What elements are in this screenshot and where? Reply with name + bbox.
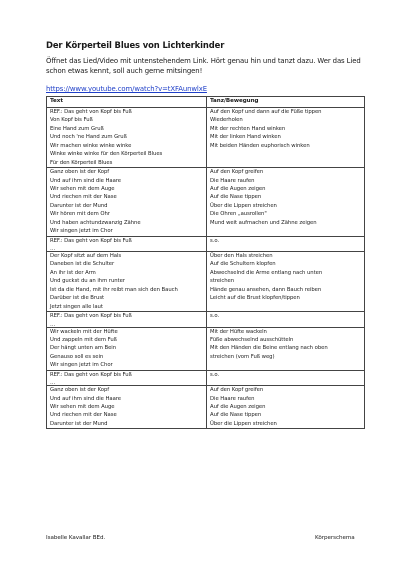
lyrics-cell [47, 370, 207, 385]
movement-line: Auf die Nase tippen [210, 194, 262, 201]
lyric-line: REF.: Das geht von Kopf bis Fuß [50, 237, 132, 244]
movement-cell [207, 236, 365, 251]
movement-line: Leicht auf die Brust klopfen/tippen [210, 295, 300, 302]
movement-line: Hände genau ansehen, dann Bauch reiben [210, 286, 322, 293]
movement-line: Die Ohren „ausrollen" [210, 211, 267, 218]
movement-line: Auf die Augen zeigen [210, 404, 266, 410]
lyric-line: … [50, 380, 56, 386]
movement-cell [207, 327, 365, 370]
video-link[interactable]: https://www.youtube.com/watch?v=tXFAunwlxE [46, 85, 207, 93]
lyric-line: Der hängt unten am Bein [50, 345, 117, 352]
movement-line: s.o. [210, 371, 220, 378]
movement-line: streichen [210, 278, 235, 285]
lyrics-cell [47, 252, 207, 312]
movement-line: Über die Lippen streichen [210, 420, 277, 427]
lyric-line: Und riechen mit der Nase [50, 194, 117, 201]
lyric-line: REF.: Das geht von Kopf bis Fuß [50, 109, 132, 115]
lyric-line: Ganz oben ist der Kopf [50, 169, 110, 176]
lyric-line: Wir singen jetzt im Chor [50, 228, 113, 235]
lyric-line: Und haben achtundzwanzig Zähne [50, 219, 141, 226]
movement-line: Mund weit aufmachen und Zähne zeigen [210, 219, 317, 226]
movement-line: streichen (vom Fuß weg) [210, 353, 275, 360]
lyric-line: Wir sehen mit dem Auge [50, 404, 115, 410]
table-row [47, 386, 365, 429]
lyric-line: Darüber ist die Brust [50, 295, 105, 302]
lyric-line: Und zappeln mit dem Fuß [50, 336, 117, 343]
lyric-line: Von Kopf bis Fuß [50, 117, 93, 124]
lyrics-cell [47, 312, 207, 327]
lyric-line: … [50, 246, 56, 252]
header-text: Text [47, 97, 207, 108]
lyric-line: Und auf ihm sind die Haare [50, 177, 122, 184]
lyric-line: Und auf ihm sind die Haare [50, 395, 122, 402]
movement-line: Über die Lippen streichen [210, 202, 277, 209]
movement-line: Auf den Kopf greifen [210, 169, 264, 176]
movement-cell [207, 386, 365, 429]
movement-line: Über den Hals streichen [210, 253, 273, 259]
movement-line: Die Haare raufen [210, 395, 255, 402]
movement-line: Mit der linken Hand winken [210, 134, 281, 141]
movement-cell [207, 108, 365, 168]
intro-paragraph: Öffnet das Lied/Video mit untenstehendem Link. Hört genau hin und tanzt dazu. Wer das Lied schon etwas kennt, soll auch gerne mitsingen! [46, 57, 361, 76]
movement-line: s.o. [210, 313, 220, 320]
lyric-line: Jetzt singen alle laut [50, 303, 103, 310]
page-title: Der Körperteil Blues von Lichterkinder [46, 40, 225, 50]
lyric-line: REF.: Das geht von Kopf bis Fuß [50, 313, 132, 320]
lyric-line: Der Kopf sitzt auf dem Hals [50, 253, 122, 259]
movement-line: Auf den Kopf und dann auf die Füße tippen [210, 109, 322, 115]
lyrics-cell [47, 168, 207, 237]
movement-line: Die Haare raufen [210, 177, 255, 184]
movement-line: Mit der rechten Hand winken [210, 125, 286, 132]
lyric-line: Ist da die Hand, mit ihr reibt man sich den Bauch [50, 286, 178, 293]
table-row [47, 168, 365, 237]
lyric-line: Für den Körperteil Blues [50, 159, 113, 166]
footer-author: Isabelle Kavallar BEd. [46, 535, 106, 541]
lyric-line: Und riechen mit der Nase [50, 412, 117, 419]
lyrics-cell [47, 108, 207, 168]
movement-line: Mit den Händen die Beine entlang nach oben [210, 345, 328, 352]
lyric-line: Wir sehen mit dem Auge [50, 185, 115, 192]
lyric-line: Darunter ist der Mund [50, 420, 108, 427]
table-row [47, 108, 365, 168]
lyrics-cell [47, 236, 207, 251]
lyric-line: Genauso soll es sein [50, 353, 104, 360]
movement-line: s.o. [210, 237, 220, 244]
header-movement: Tanz/Bewegung [207, 97, 365, 108]
movement-line: Wiederholen [210, 117, 243, 124]
movement-line: Auf den Kopf greifen [210, 387, 264, 394]
table-body [47, 108, 365, 429]
lyric-line: Eine Hand zum Gruß [50, 125, 104, 132]
table-row [47, 370, 365, 385]
movement-cell [207, 252, 365, 312]
table-row [47, 236, 365, 251]
lyric-line: An ihr ist der Arm [50, 269, 96, 276]
table-row [47, 252, 365, 312]
lyric-line: REF.: Das geht von Kopf bis Fuß [50, 371, 132, 378]
movement-line: Auf die Augen zeigen [210, 185, 266, 192]
lyric-line: Winke winke winke für den Körperteil Blues [50, 151, 163, 158]
movement-line: Auf die Schultern klopfen [210, 261, 276, 268]
lyric-line: Wir wackeln mit der Hüfte [50, 328, 118, 335]
lyric-line: … [50, 321, 56, 327]
movement-cell [207, 168, 365, 237]
movement-line: Füße abwechselnd ausschütteln [210, 336, 294, 343]
lyrics-cell [47, 327, 207, 370]
movement-line: Mit der Hüfte wackeln [210, 328, 267, 335]
movement-cell [207, 370, 365, 385]
movement-line: Auf die Nase tippen [210, 412, 262, 419]
table-row [47, 327, 365, 370]
lyric-line: Daneben ist die Schulter [50, 261, 115, 268]
lyric-line: Wir singen jetzt im Chor [50, 362, 113, 369]
lyrics-cell [47, 386, 207, 429]
lyric-line: Wir hören mit dem Ohr [50, 211, 110, 218]
footer-topic: Körperschema [315, 535, 355, 541]
movement-line: Mit beiden Händen euphorisch winken [210, 142, 310, 149]
lyric-line: Darunter ist der Mund [50, 202, 108, 209]
table-header-row [47, 97, 365, 108]
lyric-line: Wir machen winke winke winke [50, 142, 132, 149]
lyric-line: Ganz oben ist der Kopf [50, 387, 110, 394]
table-row [47, 312, 365, 327]
lyric-line: Und guckst du an ihm runter [50, 278, 125, 285]
movement-cell [207, 312, 365, 327]
movement-line: Abwechselnd die Arme entlang nach unten [210, 269, 323, 276]
lyric-line: Und noch 'ne Hand zum Gruß [50, 134, 127, 141]
lyrics-table [46, 96, 365, 429]
